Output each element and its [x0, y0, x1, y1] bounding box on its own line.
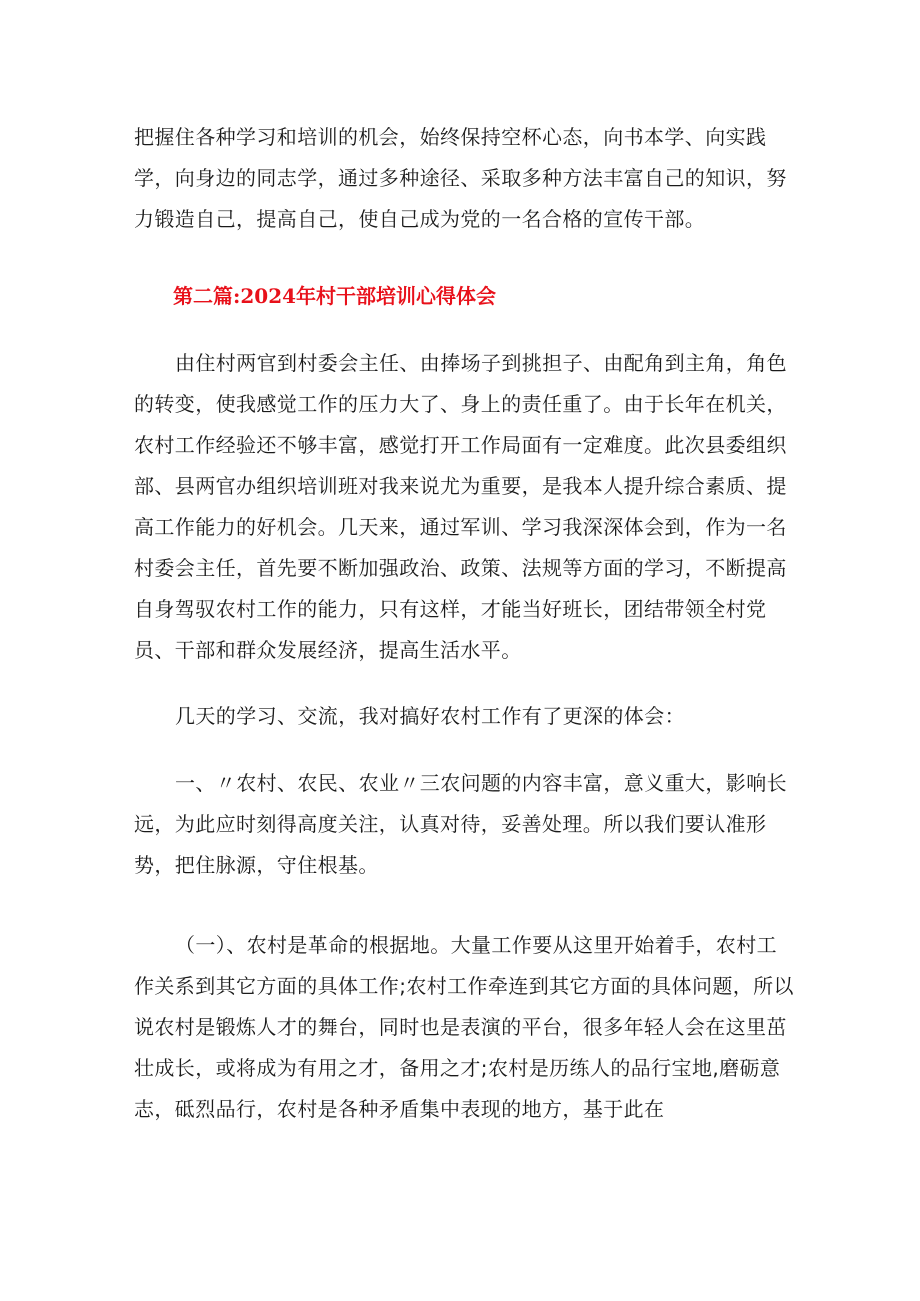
paragraph-role-change: 由住村两官到村委会主任、由捧场子到挑担子、由配角到主角，角色的转变，使我感觉工作的压力大了、身上的责任重了。由于长年在机关，农村工作经验还不够丰富，感觉打开工作局面有一定难度。此次县委组织部、县两官办组织培训班对我来说尤为重要，是我本人提升综合素质、提高工作能力的好机会。几天来，通过军训、学习我深深体会到，作为一名村委会主任，首先要不断加强政治、政策、法规等方面的学习，不断提高自身驾驭农村工作的能力，只有这样，才能当好班长，团结带领全村党员、干部和群众发展经济，提高生活水平。 [134, 351, 787, 662]
section-heading: 第二篇:2024年村干部培训心得体会 [173, 284, 497, 308]
paragraph-subpoint-one: （一）、农村是革命的根据地。大量工作要从这里开始着手，农村工作关系到其它方面的具体工作;农村工作牵连到其它方面的具体问题，所以说农村是锻炼人才的舞台，同时也是表演的平台，很多年轻人会在这里茁壮成长，或将成为有用之才，备用之才;农村是历练人的品行宝地,磨砺意志，砥烈品行，农村是各种矛盾集中表现的地方，基于此在 [134, 933, 794, 1121]
paragraph-experience: 几天的学习、交流，我对搞好农村工作有了更深的体会： [175, 704, 685, 728]
paragraph-point-one: 一、〃农村、农民、农业〃三农问题的内容丰富，意义重大，影响长远，为此应时刻得高度关注，认真对待，妥善处理。所以我们要认准形势，把住脉源，守住根基。 [134, 771, 787, 877]
paragraph-intro: 把握住各种学习和培训的机会，始终保持空杯心态，向书本学、向实践学，向身边的同志学，通过多种途径、采取多种方法丰富自己的知识，努力锻造自己，提高自己，使自己成为党的一名合格的宣传干部。 [134, 125, 787, 231]
